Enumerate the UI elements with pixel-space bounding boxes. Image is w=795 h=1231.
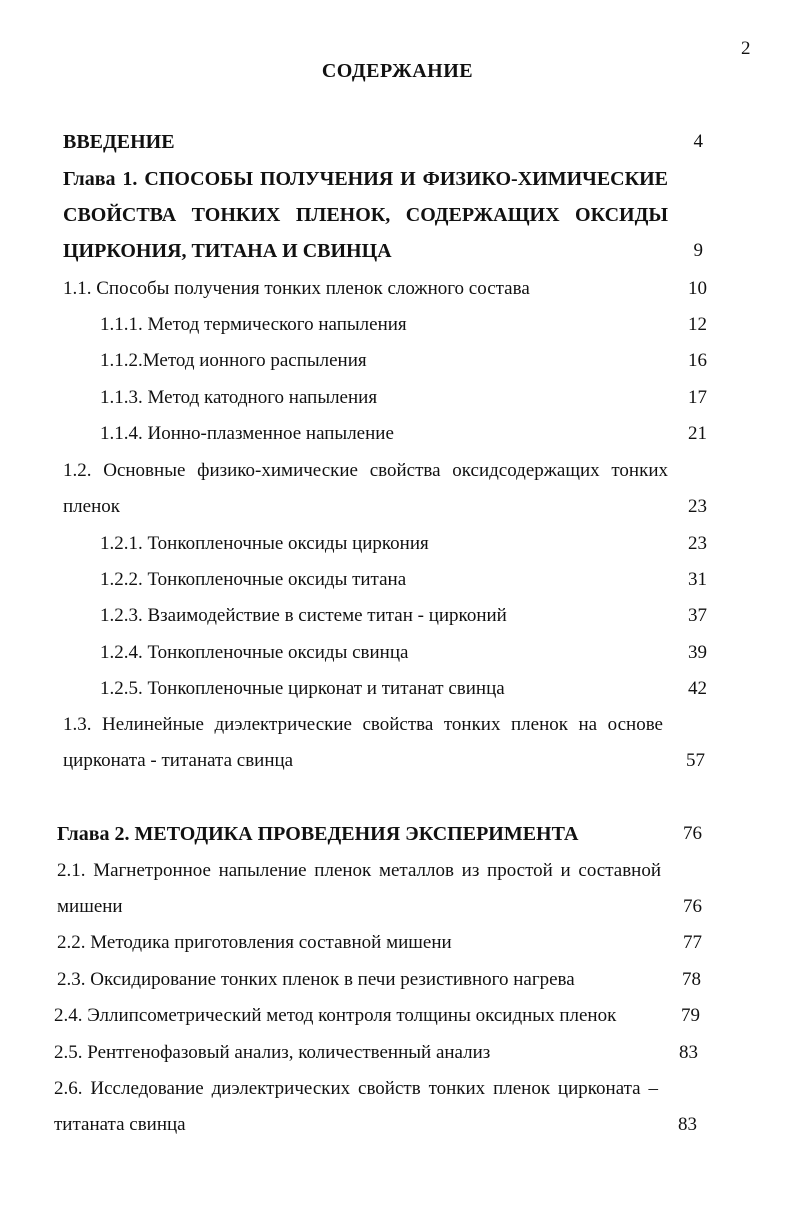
toc-entry-1-3-line-2[interactable]: цирконата - титаната свинца	[63, 750, 294, 771]
toc-entry-chapter-1-line-2[interactable]: СВОЙСТВА ТОНКИХ ПЛЕНОК, СОДЕРЖАЩИХ ОКСИДЫ	[63, 204, 668, 226]
toc-entry-1-2-5[interactable]: 1.2.5. Тонкопленочные цирконат и титанат свинца	[100, 678, 505, 699]
toc-page-1-1: 10	[688, 278, 707, 299]
toc-entry-chapter-1-line-1[interactable]: Глава 1. СПОСОБЫ ПОЛУЧЕНИЯ И ФИЗИКО-ХИМИЧЕСКИЕ	[63, 168, 668, 190]
toc-page-1-1-2: 16	[688, 350, 707, 371]
toc-page-1-1-4: 21	[688, 423, 707, 444]
toc-entry-1-1[interactable]: 1.1. Способы получения тонких пленок сложного состава	[63, 278, 530, 299]
toc-page-2-5: 83	[679, 1042, 698, 1063]
toc-page-1-1-3: 17	[688, 387, 707, 408]
toc-page-2-6: 83	[678, 1114, 697, 1135]
toc-entry-2-3[interactable]: 2.3. Оксидирование тонких пленок в печи резистивного нагрева	[57, 969, 575, 990]
toc-page-1-2-5: 42	[688, 678, 707, 699]
page-number: 2	[741, 38, 751, 59]
toc-entry-2-6-line-2[interactable]: титаната свинца	[54, 1114, 186, 1135]
toc-entry-chapter-2[interactable]: Глава 2. МЕТОДИКА ПРОВЕДЕНИЯ ЭКСПЕРИМЕНТА	[57, 823, 579, 845]
toc-entry-1-1-2[interactable]: 1.1.2.Метод ионного распыления	[100, 350, 367, 371]
toc-page-1-2: 23	[688, 496, 707, 517]
toc-page-1-1-1: 12	[688, 314, 707, 335]
toc-page-2-2: 77	[683, 932, 702, 953]
toc-entry-1-2-line-1[interactable]: 1.2. Основные физико-химические свойства оксидсодержащих тонких	[63, 460, 668, 481]
toc-entry-introduction[interactable]: ВВЕДЕНИЕ	[63, 131, 175, 153]
toc-entry-2-1-line-2[interactable]: мишени	[57, 896, 123, 917]
toc-entry-1-1-4[interactable]: 1.1.4. Ионно-плазменное напыление	[100, 423, 394, 444]
toc-page-1-2-2: 31	[688, 569, 707, 590]
toc-entry-1-2-3[interactable]: 1.2.3. Взаимодействие в системе титан - цирконий	[100, 605, 507, 626]
toc-page-1-2-4: 39	[688, 642, 707, 663]
toc-entry-2-4[interactable]: 2.4. Эллипсометрический метод контроля толщины оксидных пленок	[54, 1005, 617, 1026]
page-title: СОДЕРЖАНИЕ	[321, 60, 474, 82]
toc-page-2-1: 76	[683, 896, 702, 917]
toc-entry-1-1-1[interactable]: 1.1.1. Метод термического напыления	[100, 314, 407, 335]
toc-page-1-2-3: 37	[688, 605, 707, 626]
toc-entry-1-1-3[interactable]: 1.1.3. Метод катодного напыления	[100, 387, 378, 408]
toc-entry-2-1-line-1[interactable]: 2.1. Магнетронное напыление пленок металлов из простой и составной	[57, 860, 661, 881]
toc-entry-2-2[interactable]: 2.2. Методика приготовления составной мишени	[57, 932, 452, 953]
toc-entry-1-2-2[interactable]: 1.2.2. Тонкопленочные оксиды титана	[100, 569, 407, 590]
toc-entry-1-2-line-2[interactable]: пленок	[63, 496, 120, 517]
toc-page-2-3: 78	[682, 969, 701, 990]
toc-entry-chapter-1-line-3[interactable]: ЦИРКОНИЯ, ТИТАНА И СВИНЦА	[63, 240, 392, 262]
toc-entry-2-5[interactable]: 2.5. Рентгенофазовый анализ, количественный анализ	[54, 1042, 491, 1063]
toc-page-1-3: 57	[686, 750, 705, 771]
toc-entry-1-2-4[interactable]: 1.2.4. Тонкопленочные оксиды свинца	[100, 642, 409, 663]
toc-entry-1-2-1[interactable]: 1.2.1. Тонкопленочные оксиды циркония	[100, 533, 429, 554]
toc-entry-2-6-line-1[interactable]: 2.6. Исследование диэлектрических свойств тонких пленок цирконата –	[54, 1078, 658, 1099]
toc-entry-1-3-line-1[interactable]: 1.3. Нелинейные диэлектрические свойства тонких пленок на основе	[63, 714, 663, 735]
toc-page-chapter-1: 9	[693, 240, 703, 261]
toc-page-chapter-2: 76	[683, 823, 702, 844]
toc-page-introduction: 4	[693, 131, 703, 152]
toc-page-1-2-1: 23	[688, 533, 707, 554]
toc-page-2-4: 79	[681, 1005, 700, 1026]
